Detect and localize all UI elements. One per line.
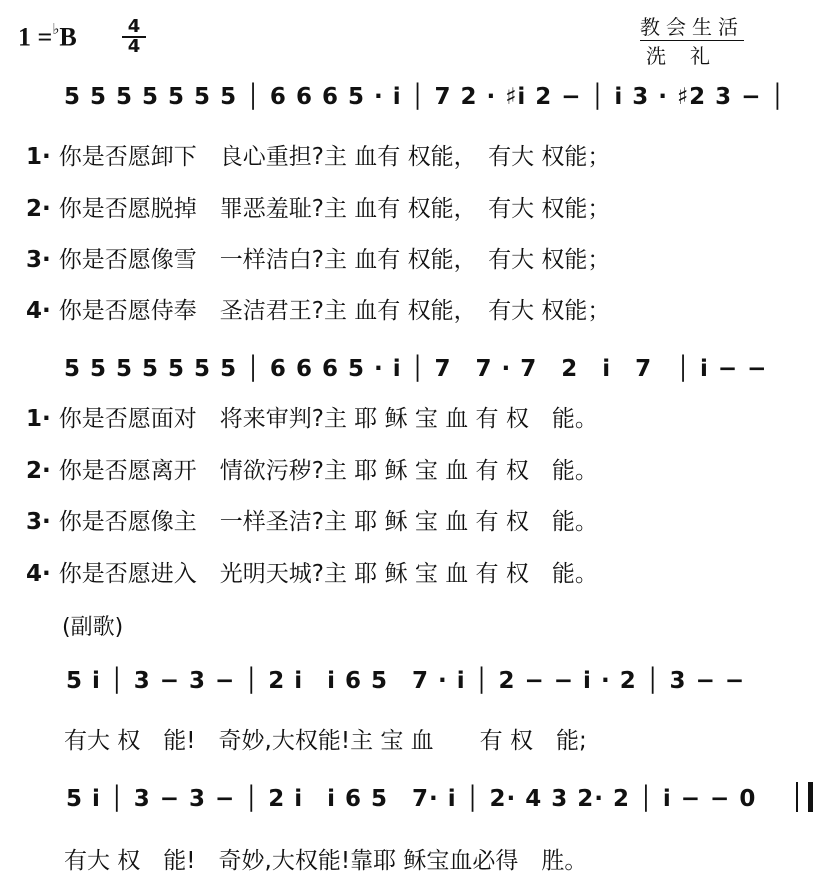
final-barline xyxy=(796,782,813,812)
refrain-lyric-2: 有大 权 能! 奇妙,大权能!靠耶 稣宝血必得 胜。 xyxy=(64,848,588,874)
verse3-lyric-1: 3· 你是否愿像雪 一样洁白?主 血有 权能， 有大 权能； xyxy=(26,247,611,273)
refrain-music-line-1: 5 i │ 3 − 3 − │ 2 i i 6 5 7 · i │ 2 − − i · 2 │ 3 − − xyxy=(66,668,746,694)
verse2-lyric-2: 2· 你是否愿离开 情欲污秽?主 耶 稣 宝 血 有 权 能。 xyxy=(26,458,598,484)
hymn-subcategory: 洗 礼 xyxy=(646,44,712,68)
refrain-music-line-2: 5 i │ 3 − 3 − │ 2 i i 6 5 7· i │ 2· 4 3 2· 2 │ i − − 0 xyxy=(66,786,757,812)
hymn-category: 教会生活 xyxy=(640,15,744,39)
refrain-lyric-1: 有大 权 能! 奇妙,大权能!主 宝 血 有 权 能; xyxy=(64,728,587,754)
verse1-lyric-1: 1· 你是否愿卸下 良心重担?主 血有 权能， 有大 权能； xyxy=(26,144,611,170)
verse-music-line-2: 5 5 5 5 5 5 5 │ 6 6 6 5 · i │ 7 7 · 7 2 i 7 │ i − − xyxy=(64,356,768,382)
verse4-lyric-1: 4· 你是否愿侍奉 圣洁君王?主 血有 权能， 有大 权能； xyxy=(26,298,611,324)
verse1-lyric-2: 1· 你是否愿面对 将来审判?主 耶 稣 宝 血 有 权 能。 xyxy=(26,406,598,432)
verse2-lyric-1: 2· 你是否愿脱掉 罪恶羞耻?主 血有 权能， 有大 权能； xyxy=(26,196,611,222)
verse3-lyric-2: 3· 你是否愿像主 一样圣洁?主 耶 稣 宝 血 有 权 能。 xyxy=(26,509,598,535)
refrain-label: (副歌) xyxy=(62,615,124,640)
verse-music-line-1: 5 5 5 5 5 5 5 │ 6 6 6 5 · i │ 7 2 · ♯i 2 − │ i 3 · ♯2 3 − │ xyxy=(64,84,786,110)
time-signature: 4 4 xyxy=(122,18,146,56)
verse4-lyric-2: 4· 你是否愿进入 光明天城?主 耶 稣 宝 血 有 权 能。 xyxy=(26,561,598,587)
key-signature: 1 =♭B xyxy=(18,22,77,52)
